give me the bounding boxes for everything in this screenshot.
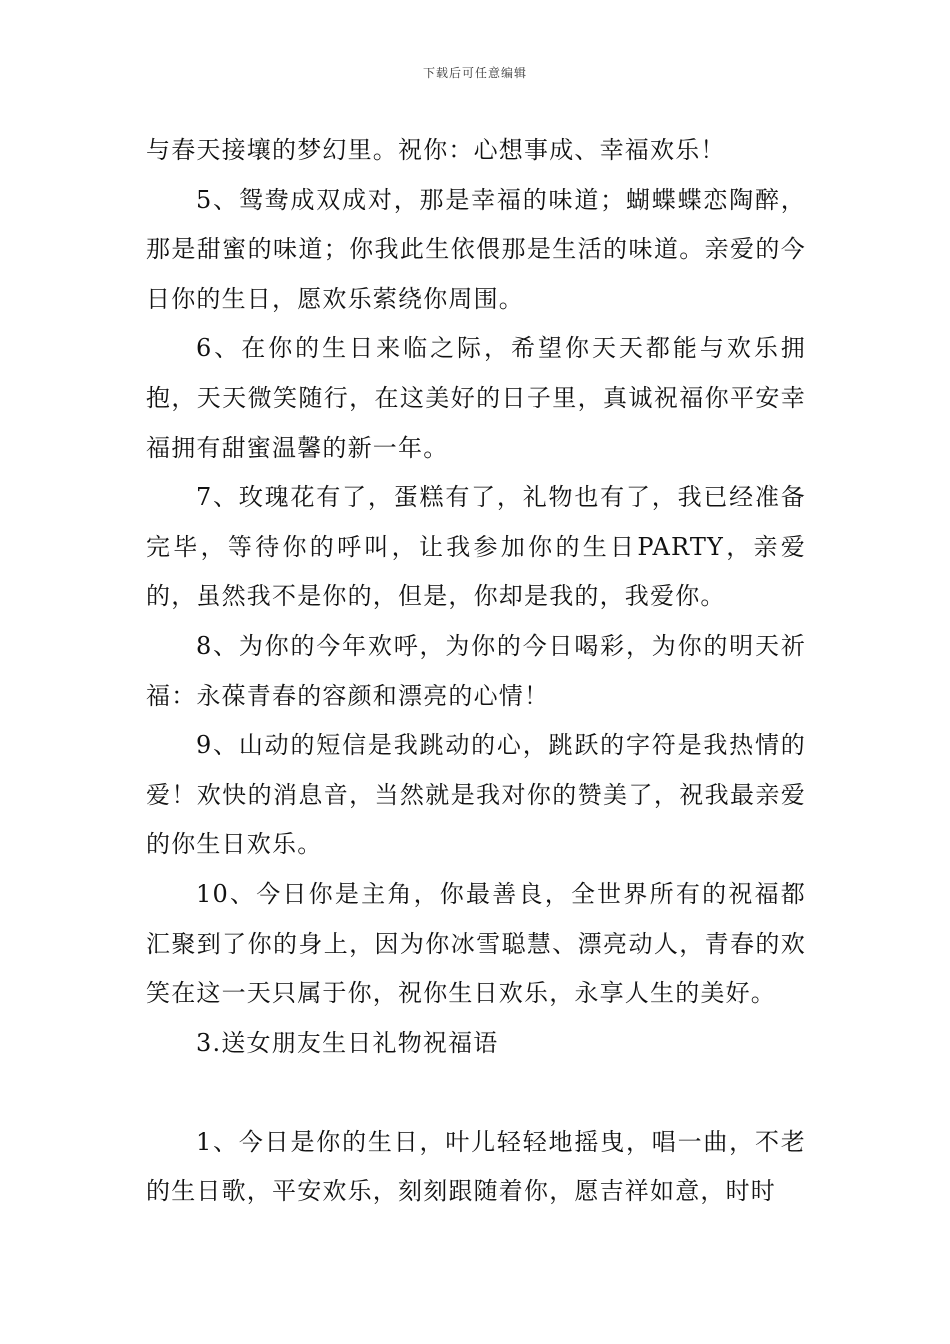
wish-item-5: 5、鸳鸯成双成对，那是幸福的味道；蝴蝶蝶恋陶醉，那是甜蜜的味道；你我此生依偎那是生活的味道。亲爱的今日你的生日，愿欢乐萦绕你周围。 xyxy=(146,185,806,313)
wish-item-8: 8、为你的今年欢呼，为你的今日喝彩，为你的明天祈福：永葆青春的容颜和漂亮的心情！ xyxy=(146,631,806,710)
section-heading: 3.送女朋友生日礼物祝福语 xyxy=(196,1028,499,1057)
document-body xyxy=(146,126,806,1217)
wish-item-7: 7、玫瑰花有了，蛋糕有了，礼物也有了，我已经准备完毕，等待你的呼叫，让我参加你的生日PARTY，亲爱的，虽然我不是你的，但是，你却是我的，我爱你。 xyxy=(146,483,806,611)
paragraph-continuation: 与春天接壤的梦幻里。祝你：心想事成、幸福欢乐！ xyxy=(146,136,726,164)
header-note: 下载后可任意编辑 xyxy=(422,66,527,80)
blank-line xyxy=(146,1068,806,1118)
wish-item-6: 6、在你的生日来临之际，希望你天天都能与欢乐拥抱，天天微笑随行，在这美好的日子里，真诚祝福你平安幸福拥有甜蜜温馨的新一年。 xyxy=(146,334,806,462)
wish-item-9: 9、山动的短信是我跳动的心，跳跃的字符是我热情的爱！欢快的消息音，当然就是我对你的赞美了，祝我最亲爱的你生日欢乐。 xyxy=(146,731,806,859)
wish-item-1: 1、今日是你的生日，叶儿轻轻地摇曳，唱一曲，不老的生日歌，平安欢乐，刻刻跟随着你，愿吉祥如意，时时 xyxy=(146,1127,806,1206)
wish-item-10: 10、今日你是主角，你最善良，全世界所有的祝福都汇聚到了你的身上，因为你冰雪聪慧、漂亮动人，青春的欢笑在这一天只属于你，祝你生日欢乐，永享人生的美好。 xyxy=(146,879,806,1008)
